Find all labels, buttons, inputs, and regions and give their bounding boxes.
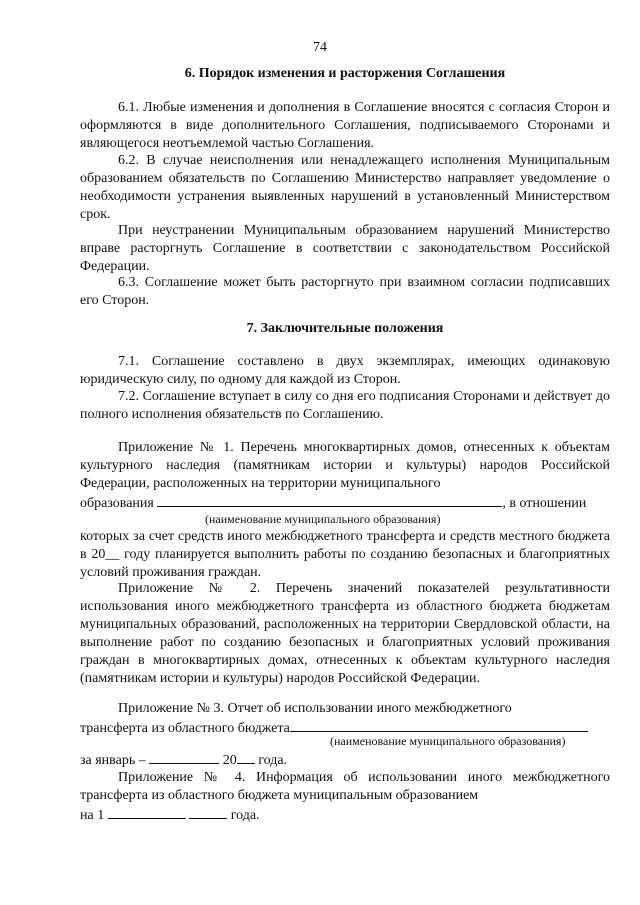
appendix-3-prefix: трансферта из областного бюджета [80,721,290,736]
appendix-3-note: (наименование муниципального образования) [330,734,566,748]
appendix-1-rest: которых за счет средств иного межбюджетного трансферта и средств местного бюджета в 20__ году планируется выполнить работы по созданию безопасных и благоприятных условий проживания граждан. [80,529,610,580]
paragraph-6-2: 6.2. В случае неисполнения или ненадлежащего исполнения Муниципальным образованием обязательств по Соглашению Министерство направляет уведомление о необходимости устранения выявленных нарушений в установленный Министерством срок. [80,153,610,222]
section-6-title: 6. Порядок изменения и расторжения Соглашения [184,66,506,81]
appendix-4-date [80,805,610,825]
page-number: 74 [313,40,327,55]
appendix-1-suffix: , в отношении [502,496,587,511]
appendix-2-text: Приложение № 2. Перечень значений показателей результативности использования иного межбюджетного трансферта из областного бюджета бюджетам муниципальных образований, расположенных на территории Свердловской области, на выполнение работ по созданию безопасных и благоприятных условий проживания граждан в многоквартирных домах, отнесенных к объектам культурного наследия (памятникам истории и культуры) народов Российской Федерации. [80,581,610,686]
appendix-1-line [80,493,610,513]
appendix-3-date-suffix: года. [258,753,288,768]
paragraph-7-1: 7.1. Соглашение составлено в двух экземплярах, имеющих одинаковую юридическую силу, по одному для каждой из Сторон. [80,354,610,387]
paragraph-7-2: 7.2. Соглашение вступает в силу со дня его подписания Сторонами и действует до полного исполнения обязательств по Соглашению. [80,389,610,422]
appendix-3-date [80,750,610,770]
month-blank [149,750,219,764]
appendix-3-date-prefix: за январь – [80,753,146,768]
appendix-3-text: Приложение № 3. Отчет об использовании иного межбюджетного [118,701,512,716]
appendix-4-text: Приложение № 4. Информация об использовании иного межбюджетного трансферта из областного бюджета муниципальным образованием [80,770,610,803]
paragraph-6-1: 6.1. Любые изменения и дополнения в Соглашение вносятся с согласия Сторон и оформляются в виде дополнительного Соглашения, подписываемого Сторонами и являющегося неотъемлемой частью Соглашения. [80,100,610,151]
appendix-1-note: (наименование муниципального образования) [205,512,441,526]
year-blank-2 [189,805,227,819]
paragraph-6-3: 6.3. Соглашение может быть расторгнуто при взаимном согласии подписавших его Сторон. [80,275,610,308]
year-blank [237,750,255,764]
municipality-blank-2 [290,718,588,732]
appendix-4-date-prefix: на 1 [80,808,105,823]
appendix-1-text: Приложение № 1. Перечень многоквартирных домов, отнесенных к объектам культурного наследия (памятникам истории и культуры) народов Российской Федерации, расположенных на территории муниципального [80,440,610,491]
appendix-3-year-prefix: 20 [222,753,237,768]
municipality-blank [157,493,502,507]
paragraph-6-2-cont: При неустранении Муниципальным образованием нарушений Министерство вправе расторгнуть Соглашение в соответствии с законодательством Российской Федерации. [80,223,610,274]
section-7-title: 7. Заключительные положения [246,321,444,336]
month-blank-2 [108,805,186,819]
appendix-1-prefix: образования [80,496,154,511]
appendix-4-date-suffix: года. [230,808,260,823]
